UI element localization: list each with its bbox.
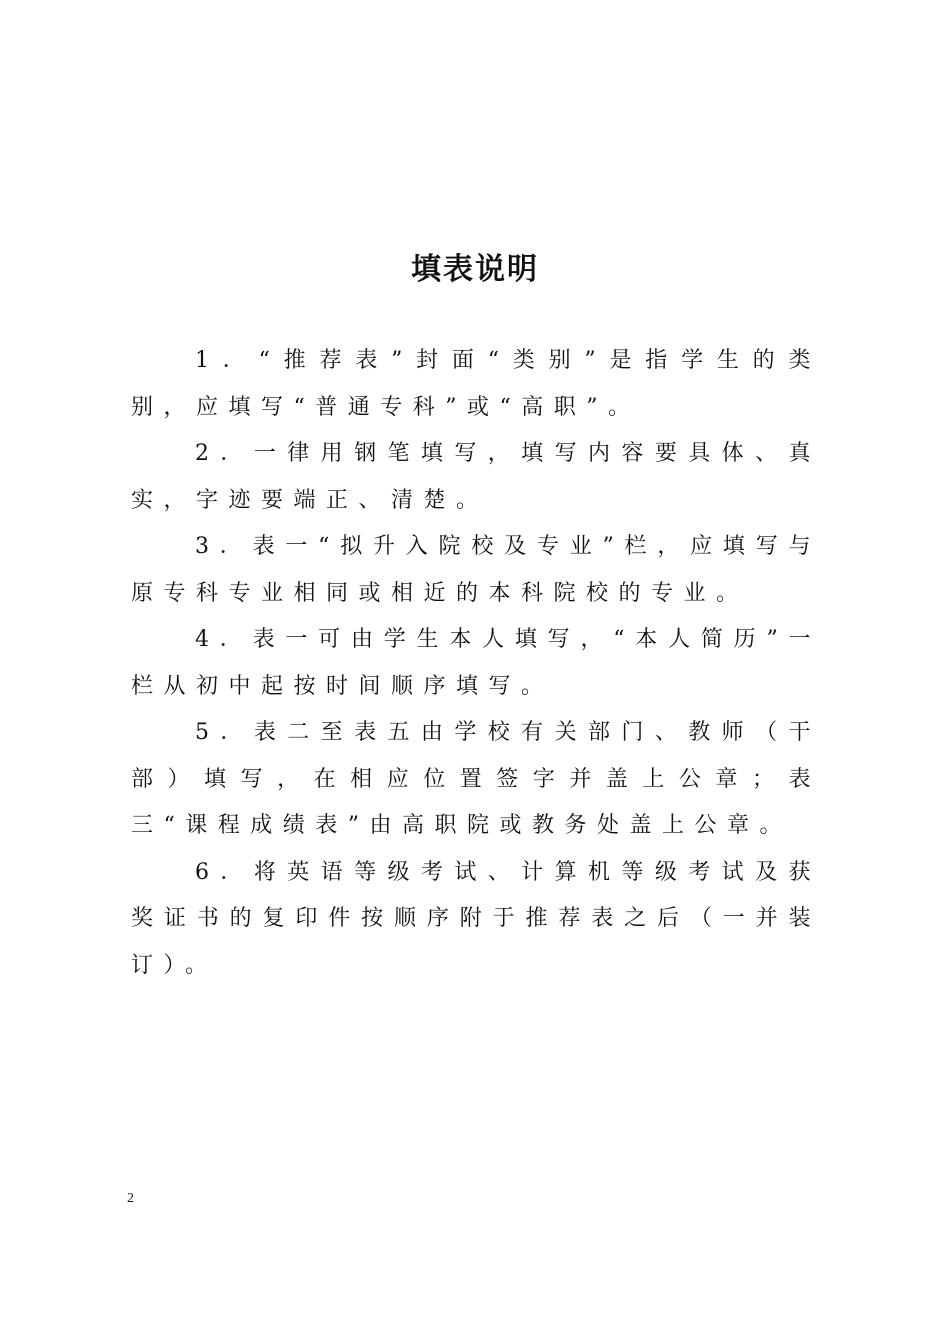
instruction-item-4: 4．表一可由学生本人填写，“本人简历”一栏从初中起按时间顺序填写。	[131, 627, 821, 699]
instruction-list	[131, 338, 821, 989]
instruction-item-6: 6．将英语等级考试、计算机等级考试及获奖证书的复印件按顺序附于推荐表之后（一并装订）。	[131, 859, 821, 978]
page-title: 填表说明	[411, 252, 539, 287]
instruction-item-2: 2．一律用钢笔填写，填写内容要具体、真实，字迹要端正、清楚。	[131, 441, 821, 513]
instruction-item-3: 3．表一“拟升入院校及专业”栏，应填写与原专科专业相同或相近的本科院校的专业。	[131, 534, 821, 606]
instruction-item-5: 5．表二至表五由学校有关部门、教师（干部）填写，在相应位置签字并盖上公章；表三“课程成绩表”由高职院或教务处盖上公章。	[131, 720, 821, 838]
page-number: 2	[127, 1191, 134, 1206]
instruction-item-1: 1．“推荐表”封面“类别”是指学生的类别，应填写“普通专科”或“高职”。	[131, 348, 821, 420]
